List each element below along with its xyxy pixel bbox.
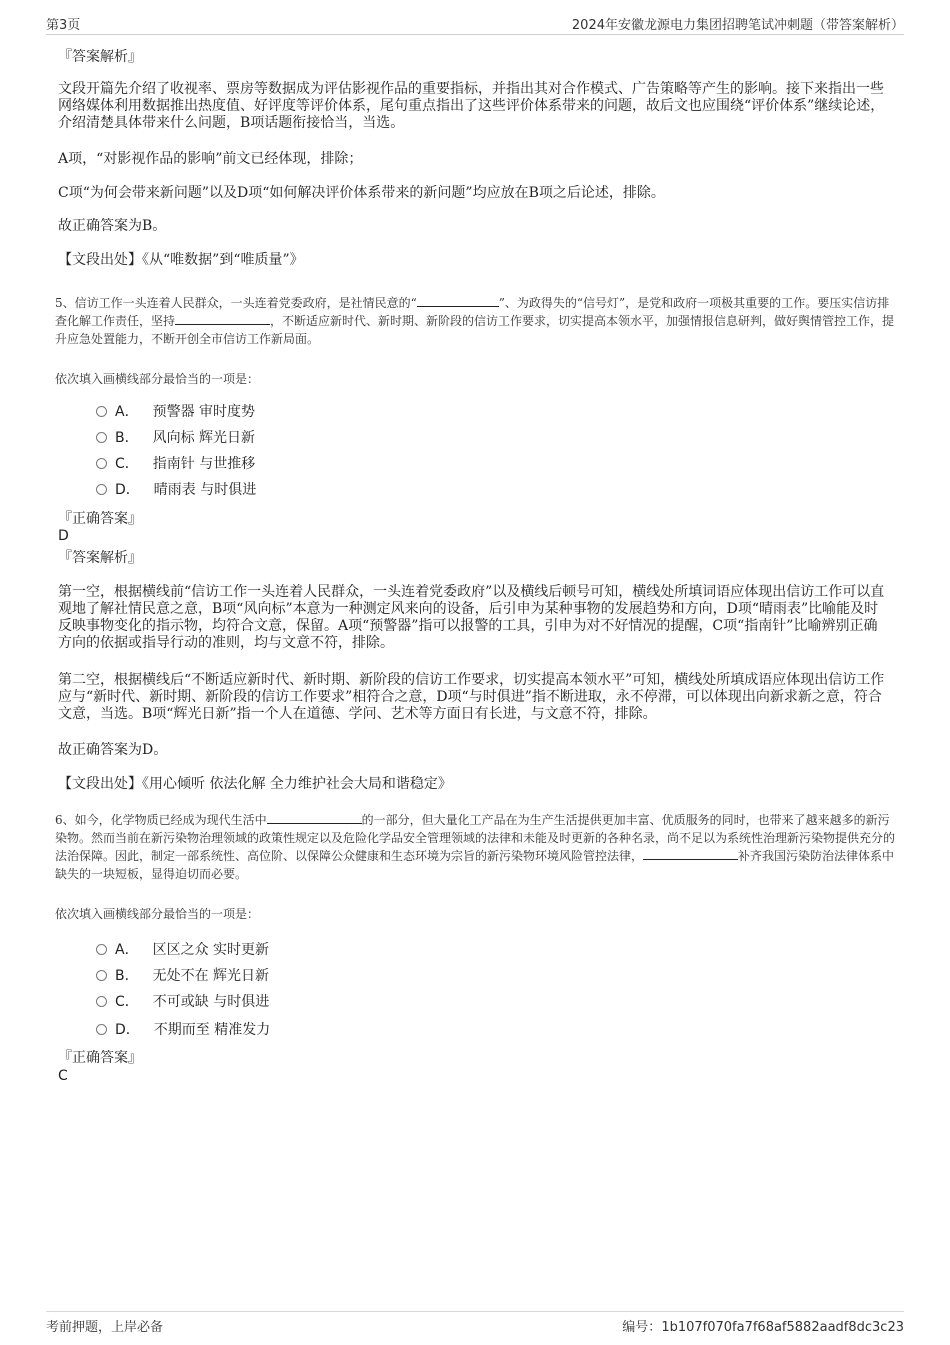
q5-blank-2[interactable] xyxy=(175,312,270,325)
q4-analysis-paragraph-3: C项“为何会带来新问题”以及D项“如何解决评价体系带来的新问题”均应放在B项之后论述，排除。 xyxy=(58,185,665,201)
q5-prompt: 依次填入画横线部分最恰当的一项是： xyxy=(55,372,260,386)
document-title: 2024年安徽龙源电力集团招聘笔试冲刺题（带答案解析） xyxy=(571,18,904,33)
q5-option-c[interactable]: C． 指南针 与世推移 xyxy=(96,455,255,473)
radio-icon[interactable] xyxy=(96,432,107,443)
q5-analysis-conclusion: 故正确答案为D。 xyxy=(58,742,168,758)
q5-answer-heading: 『正确答案』 xyxy=(58,511,142,527)
q6-blank-2[interactable] xyxy=(643,847,738,860)
q5-stem: 5、信访工作一头连着人民群众，一头连着党委政府，是社情民意的“ ”、为政得失的“信号灯”，是党和政府一项极其重要的工作。要压实信访排查化解工作责任，坚持 ，不断适应新时代、新时期、新阶段的信访工作要求，切实提高本领水平，加强情报信息研判，做好舆情管控工作，提升应急处置能力，不断开创全市信访工作新局面。 xyxy=(55,296,895,346)
radio-icon[interactable] xyxy=(96,484,107,495)
radio-icon[interactable] xyxy=(96,458,107,469)
q4-analysis-conclusion: 故正确答案为B。 xyxy=(58,218,167,234)
page-footer xyxy=(46,1311,904,1334)
q4-analysis-paragraph-1: 文段开篇先介绍了收视率、票房等数据成为评估影视作品的重要指标，并指出其对合作模式、广告策略等产生的影响。接下来指出一些网络媒体利用数据推出热度值、好评度等评价体系，尾句重点指出了这些评价体系带来的问题，故后文也应围绕“评价体系”继续论述，介绍清楚具体带来什么问题，B项话题衔接恰当，当选。 xyxy=(58,81,885,131)
q6-prompt: 依次填入画横线部分最恰当的一项是： xyxy=(55,907,260,921)
q5-answer: D xyxy=(58,528,69,544)
q5-source: 【文段出处】《用心倾听 依法化解 全力维护社会大局和谐稳定》 xyxy=(58,776,452,792)
radio-icon[interactable] xyxy=(96,970,107,981)
radio-icon[interactable] xyxy=(96,996,107,1007)
q6-option-b[interactable]: B． 无处不在 辉光日新 xyxy=(96,967,269,985)
q5-option-d[interactable]: D． 晴雨表 与时俱进 xyxy=(96,481,256,499)
radio-icon[interactable] xyxy=(96,944,107,955)
q5-blank-1[interactable] xyxy=(417,294,499,307)
page-header xyxy=(46,14,904,35)
q4-analysis-heading: 『答案解析』 xyxy=(58,49,142,65)
footer-slogan: 考前押题，上岸必备 xyxy=(46,1320,164,1335)
q4-analysis-paragraph-2: A项，“对影视作品的影响”前文已经体现，排除； xyxy=(58,151,363,167)
q6-answer: C xyxy=(58,1068,68,1084)
q5-option-b[interactable]: B． 风向标 辉光日新 xyxy=(96,429,255,447)
q5-analysis-paragraph-2: 第二空，根据横线后“不断适应新时代、新时期、新阶段的信访工作要求，切实提高本领水平”可知，横线处所填成语应体现出信访工作应与“新时代、新时期、新阶段的信访工作要求”相符合之意，D项“与时俱进”指不断进取，永不停滞，可以体现出向新求新之意，符合文意，当选。B项“辉光日新”指一个人在道德、学问、艺术等方面日有长进，与文意不符，排除。 xyxy=(58,672,885,722)
q6-blank-1[interactable] xyxy=(267,811,362,824)
q6-option-d[interactable]: D． 不期而至 精准发力 xyxy=(96,1021,270,1039)
q5-analysis-paragraph-1: 第一空，根据横线前“信访工作一头连着人民群众，一头连着党委政府”以及横线后顿号可知，横线处所填词语应体现出信访工作可以直观地了解社情民意之意，B项“风向标”本意为一种测定风来向的设备，后引申为某种事物的发展趋势和方向，D项“晴雨表”比喻能及时反映事物变化的指示物，均符合文意，保留。A项“预警器”指可以报警的工具，引申为对不好情况的提醒，C项“指南针”比喻辨别正确方向的依据或指导行动的准则，均与文意不符，排除。 xyxy=(58,584,885,651)
q5-option-a[interactable]: A． 预警器 审时度势 xyxy=(96,403,255,421)
q6-option-c[interactable]: C． 不可或缺 与时俱进 xyxy=(96,993,269,1011)
q6-option-a[interactable]: A． 区区之众 实时更新 xyxy=(96,941,269,959)
document-code: 编号：1b107f070fa7f68af5882aadf8dc3c23 xyxy=(622,1320,904,1335)
q6-answer-heading: 『正确答案』 xyxy=(58,1050,142,1066)
radio-icon[interactable] xyxy=(96,1024,107,1035)
radio-icon[interactable] xyxy=(96,406,107,417)
q6-stem: 6、如今，化学物质已经成为现代生活中 的一部分，但大量化工产品在为生产生活提供更加丰富、优质服务的同时，也带来了越来越多的新污染物。然而当前在新污染物治理领域的政策性规定以及危险化学品安全管理领域的法律和未能及时更新的各种名录，尚不足以为系统性治理新污染物提供充分的法治保障。因此，制定一部系统性、高位阶、以保障公众健康和生态环境为宗旨的新污染物环境风险管控法律， 补齐我国污染防治法律体系中缺失的一块短板，显得迫切而必要。 xyxy=(55,813,896,881)
q4-source: 【文段出处】《从“唯数据”到“唯质量”》 xyxy=(58,252,304,268)
page-number: 第3页 xyxy=(46,18,81,33)
q5-analysis-heading: 『答案解析』 xyxy=(58,550,142,566)
